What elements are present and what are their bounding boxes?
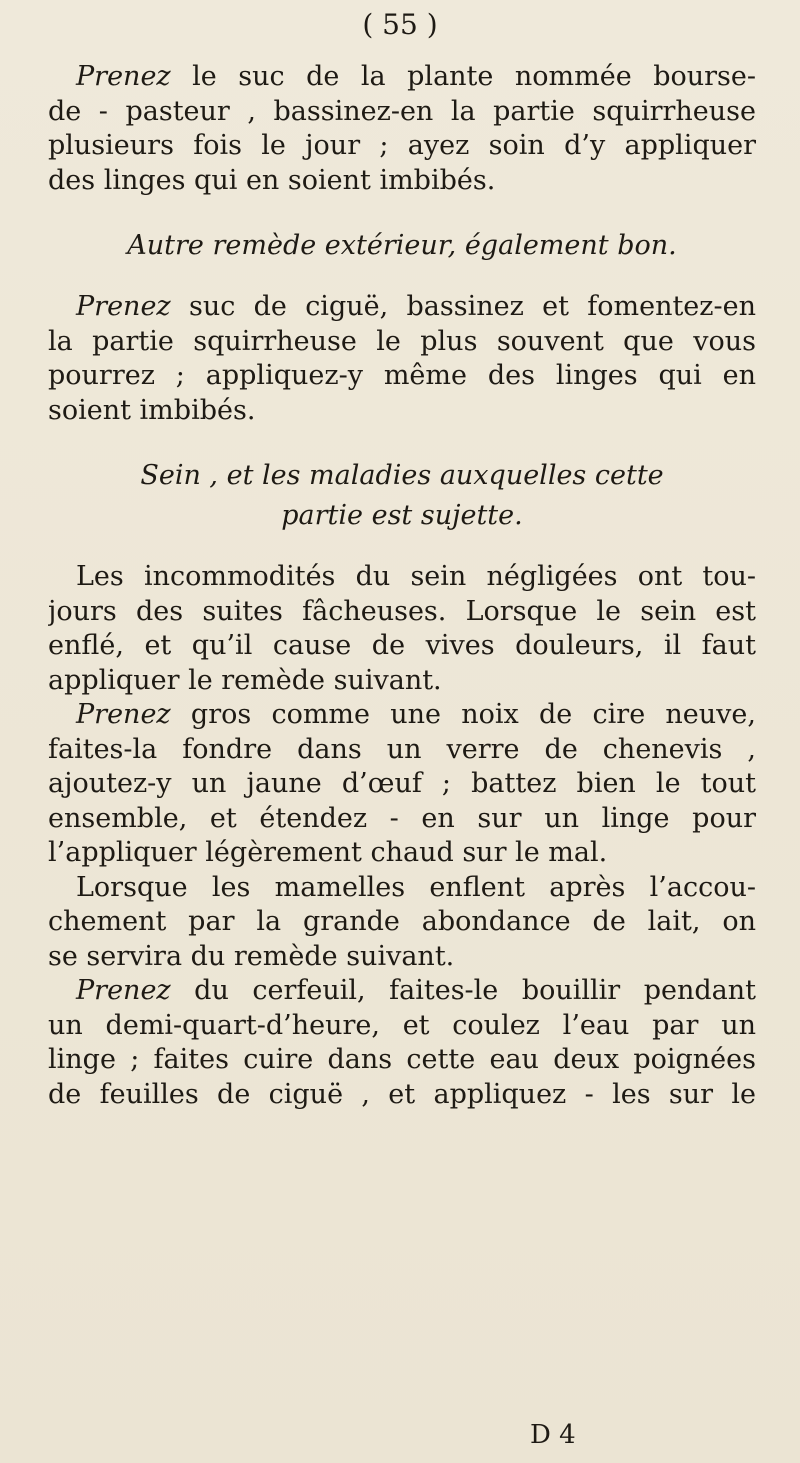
text-line: de feuilles de ciguë , et appliquez - les sur le (48, 1078, 756, 1110)
heading-line: Sein , et les maladies auxquelles cette (140, 460, 664, 491)
page-number: ( 55 ) (362, 8, 438, 41)
text-line: plusieurs fois le jour ; ayez soin d’y appliquer (48, 130, 756, 161)
lead-word: Prenez (76, 61, 171, 92)
paragraph-2 (48, 290, 756, 428)
text-line: se servira du remède suivant. (48, 940, 455, 972)
text-line: la partie squirrheuse le plus souvent que vous (48, 325, 756, 357)
heading-line: Autre remède extérieur, également bon. (127, 230, 677, 261)
text-line: ajoutez-y un jaune d’œuf ; battez bien le tout (48, 768, 756, 799)
text-line: ensemble, et étendez - en sur un linge pour (48, 802, 756, 834)
text-line: l’appliquer légèrement chaud sur le mal. (48, 837, 608, 868)
paragraph-6 (48, 974, 756, 1112)
text-line: de - pasteur , bassinez-en la partie squirrheuse (48, 95, 756, 127)
text-line: enflé, et qu’il cause de vives douleurs, il faut (48, 630, 756, 661)
text-line: chement par la grande abondance de lait, on (48, 906, 756, 937)
text-line: faites-la fondre dans un verre de chenevis , (48, 733, 756, 765)
section-heading (48, 456, 756, 536)
section-heading (48, 226, 756, 266)
text-line: linge ; faites cuire dans cette eau deux poignées (48, 1044, 756, 1075)
text-line: Les incommodités du sein négligées ont tou- (76, 561, 756, 592)
heading-line: partie est sujette. (281, 500, 523, 531)
page-body (48, 60, 756, 1112)
text-line: jours des suites fâcheuses. Lorsque le sein est (48, 595, 756, 627)
text-line: un demi-quart-d’heure, et coulez l’eau par un (48, 1009, 756, 1041)
text-line: Lorsque les mamelles enflent après l’accou- (76, 871, 756, 903)
text-line: des linges qui en soient imbibés. (48, 164, 496, 196)
text-line: appliquer le remède suivant. (48, 664, 442, 696)
paragraph-3 (48, 560, 756, 698)
paragraph-4 (48, 698, 756, 871)
lead-word: Prenez (76, 291, 171, 322)
text-line: Prenez du cerfeuil, faites-le bouillir pendant (76, 975, 756, 1006)
text-line: Prenez gros comme une noix de cire neuve, (76, 699, 756, 730)
text-line: soient imbibés. (48, 394, 256, 426)
text-line: Prenez suc de ciguë, bassinez et fomentez-en (76, 291, 756, 322)
lead-word: Prenez (76, 699, 171, 730)
lead-word: Prenez (76, 975, 171, 1006)
signature-text: D 4 (530, 1420, 576, 1450)
text-line: pourrez ; appliquez-y même des linges qui en (48, 360, 756, 391)
paragraph-1 (48, 60, 756, 198)
text-line: Prenez le suc de la plante nommée bourse- (76, 61, 756, 92)
paragraph-5 (48, 871, 756, 975)
